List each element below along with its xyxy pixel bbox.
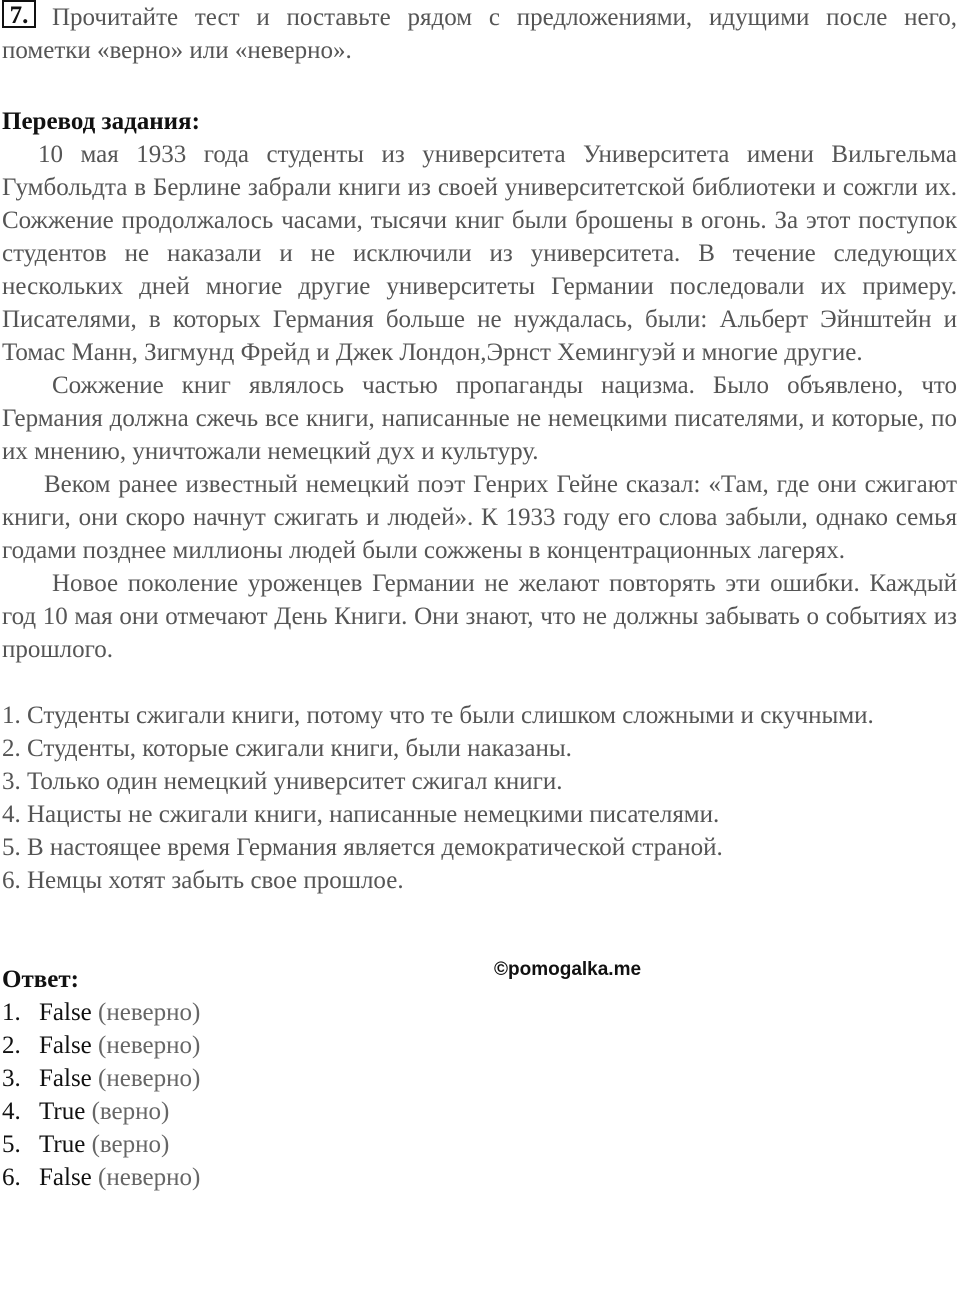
answer-heading: Ответ: [2, 966, 79, 993]
translation-heading: Перевод задания: [2, 108, 200, 135]
statement-item: 6. Немцы хотят забыть свое прошлое. [2, 867, 404, 894]
answer-number: 6. [2, 1164, 21, 1191]
statements-list [2, 699, 957, 897]
task-number-box: 7. [2, 0, 36, 28]
answer-item [2, 996, 957, 1029]
document-page [2, 0, 957, 1194]
answer-number: 3. [2, 1065, 21, 1092]
answer-value: True [39, 1098, 86, 1125]
answer-item [2, 1062, 957, 1095]
answer-number: 4. [2, 1098, 21, 1125]
answer-translation: (неверно) [98, 1032, 201, 1059]
answer-translation: (неверно) [98, 1164, 201, 1191]
statement-item: 5. В настоящее время Германия является демократической страной. [2, 834, 723, 861]
translation-paragraph: Новое поколение уроженцев Германии не желают повторять эти ошибки. Каждый год 10 мая они отмечают День Книги. Они знают, что не должны забывать о событиях из прошлого. [2, 570, 957, 663]
answer-translation: (верно) [91, 1131, 170, 1158]
answer-translation: (неверно) [98, 999, 201, 1026]
answer-value: False [39, 1032, 92, 1059]
statement-item: 1. Студенты сжигали книги, потому что те были слишком сложными и скучными. [2, 702, 874, 729]
statement-item: 3. Только один немецкий университет сжигал книги. [2, 768, 563, 795]
answer-value: False [39, 1065, 92, 1092]
task-instruction-block [2, 0, 957, 67]
answer-item [2, 1161, 957, 1194]
answer-value: True [39, 1131, 86, 1158]
answer-item [2, 1128, 957, 1161]
translation-paragraph: 10 мая 1933 года студенты из университета Университета имени Вильгельма Гумбольдта в Берлине забрали книги из своей университетской библиотеки и сожгли их. Сожжение продолжалось часами, тысячи книг были брошены в огонь. За этот поступок студентов не наказали и не исключили из университета. В течение следующих нескольких дней многие другие университеты Германии последовали их примеру. Писателями, в которых Германия больше не нуждалась, были: Альберт Эйнштейн и Томас Манн, Зигмунд Фрейд и Джек Лондон,Эрнст Хемингуэй и многие другие. [2, 141, 957, 366]
answer-item [2, 1095, 957, 1128]
answer-value: False [39, 999, 92, 1026]
watermark: ©pomogalka.me [494, 959, 642, 980]
translation-paragraph: Веком ранее известный немецкий поэт Генрих Гейне сказал: «Там, где они сжигают книги, они скоро начнут сжигать и людей». К 1933 году его слова забыли, однако семья годами позднее миллионы людей были сожжены в концентрационных лагерях. [2, 471, 957, 564]
answer-item [2, 1029, 957, 1062]
answer-number: 2. [2, 1032, 21, 1059]
statement-item: 4. Нацисты не сжигали книги, написанные немецкими писателями. [2, 801, 720, 828]
answer-translation: (верно) [91, 1098, 170, 1125]
answer-list [2, 996, 957, 1194]
answer-number: 5. [2, 1131, 21, 1158]
answer-number: 1. [2, 999, 21, 1026]
answer-value: False [39, 1164, 92, 1191]
task-instruction: Прочитайте тест и поставьте рядом с предложениями, идущими после него, пометки «верно» или «неверно». [2, 4, 957, 64]
statement-item: 2. Студенты, которые сжигали книги, были наказаны. [2, 735, 572, 762]
answer-translation: (неверно) [98, 1065, 201, 1092]
translation-paragraph: Сожжение книг являлось частью пропаганды нацизма. Было объявлено, что Германия должна сжечь все книги, написанные не немецкими писателями, и которые, по их мнению, уничтожали немецкий дух и культуру. [2, 372, 957, 465]
